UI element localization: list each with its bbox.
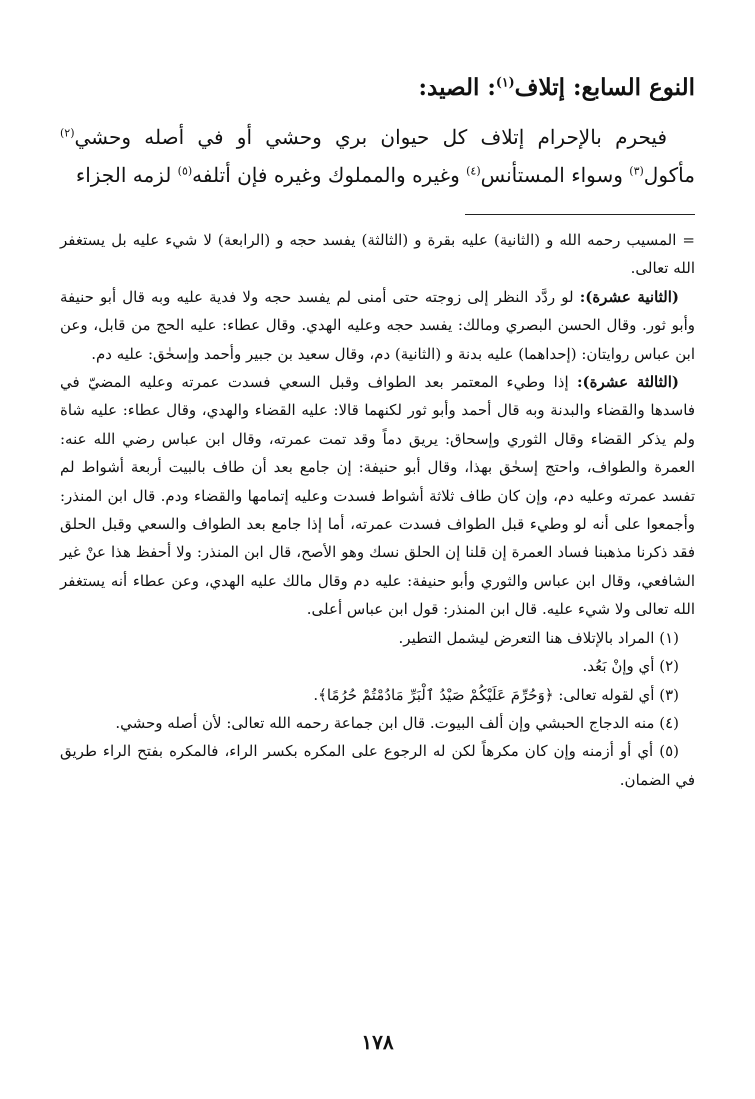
footnote-marker-5: (٥)	[177, 164, 193, 178]
footnote-1: (١) المراد بالإتلاف هنا التعرض ليشمل التطير.	[398, 628, 679, 647]
main-paragraph	[60, 118, 695, 194]
main-text-3: وسواء المستأنس	[480, 163, 630, 187]
footnote-3	[60, 681, 679, 709]
footnote-continuation: = المسيب رحمه الله و (الثانية) عليه بقرة و (الثالثة) يفسد حجه و (الرابعة) لا شيء عليه بل يستغفر الله تعالى.	[60, 231, 695, 278]
issue-twelve-label: (الثانية عشرة):	[579, 287, 680, 306]
footnote-5: (٥) أي أو أزمنه وإن كان مكرهاً لكن له الرجوع على المكره بكسر الراء، فالمكره بفتح الراء طريق في الضمان.	[60, 742, 695, 789]
page-number: ١٧٨	[361, 1030, 394, 1054]
issue-thirteen-label: (الثالثة عشرة):	[577, 373, 679, 392]
footnote-3-end: .	[313, 685, 319, 704]
heading-text-end: : الصيد:	[418, 74, 496, 101]
footnote-2: (٢) أي وإنْ بَعُد.	[582, 657, 679, 676]
issue-twelve	[60, 283, 695, 368]
main-text-2: مأكول	[643, 163, 695, 187]
main-text-5: لزمه الجزاء	[75, 163, 178, 187]
heading-text: النوع السابع: إتلاف	[514, 74, 695, 101]
main-text-1: فيحرم بالإحرام إتلاف كل حيوان بري وحشي أو في أصله وحشي	[74, 125, 667, 149]
footnote-marker-3: (٣)	[629, 164, 644, 178]
main-text	[60, 118, 695, 194]
main-text-4: وغيره والمملوك وغيره فإن أتلفه	[192, 163, 467, 187]
issue-thirteen	[60, 368, 695, 624]
footnote-separator	[465, 214, 695, 215]
footnote-3-text: (٣) أي لقوله تعالى:	[553, 685, 679, 704]
footnotes	[60, 226, 695, 794]
issue-twelve-text: لو ردَّد النظر إلى زوجته حتى أمنى لم يفسد حجه ولا فدية عليه وبه قال أبو حنيفة وأبو ثور. وقال الحسن البصري ومالك: يفسد حجه وعليه الهدي. وقال عطاء: عليه الحج من قابل، وعن ابن عباس روايتان: (إحداهما) عليه بدنة و (الثانية) دم، وقال سعيد بن جبير وأحمد وإسحٰق: عليه دم.	[60, 287, 695, 363]
issue-thirteen-text: إذا وطيء المعتمر بعد الطواف وقبل السعي فسدت عمرته وعليه المضيّ في فاسدها والقضاء والبدنة وبه قال أحمد وأبو ثور لكنهما قالا: عليه القضاء والهدي، وقال عطاء: عليه شاة ولم يذكر القضاء وقال الثوري وإسحاق: يريق دماً وقد تمت عمرته، وقال ابن عباس رضي الله عنه: العمرة والطواف، واحتج إسحٰق بهذا، وقال أبو حنيفة: إن جامع بعد أن طاف بالبيت أربعة أشواط لم تفسد عمرته وعليه دم، وإن كان طاف ثلاثة أشواط فسدت وعليه إتمامها والقضاء ودم. قال ابن المنذر: وأجمعوا على أنه لو وطيء قبل الطواف فسدت عمرته، أما إذا جامع بعد الطواف والسعي وقبل الحلق فقد ذكرنا مذهبنا فساد العمرة إن قلنا إن الحلق نسك وهو الأصح، قال ابن المنذر: ولا أحفظ هذا عنْ غير الشافعي، وقال ابن عباس والثوري وأبو حنيفة: عليه دم وقال مالك عليه الهدي، وعن عطاء أنه يستغفر الله تعالى ولا شيء عليه. قال ابن المنذر: قول ابن عباس أعلى.	[60, 373, 695, 619]
footnote-4: (٤) منه الدجاج الحبشي وإن ألف البيوت. قال ابن جماعة رحمه الله تعالى: لأن أصله وحشي.	[115, 713, 679, 732]
quran-verse: ﴿وَحُرِّمَ عَلَيْكُمْ صَيْدُ ٱلْبَرِّ مَادُمْتُمْ حُرُمًا﴾	[318, 685, 554, 704]
footnote-marker-4: (٤)	[466, 164, 481, 178]
section-heading	[60, 68, 695, 108]
footnote-marker-1: (١)	[495, 74, 515, 90]
footnote-marker-2: (٢)	[60, 126, 75, 140]
